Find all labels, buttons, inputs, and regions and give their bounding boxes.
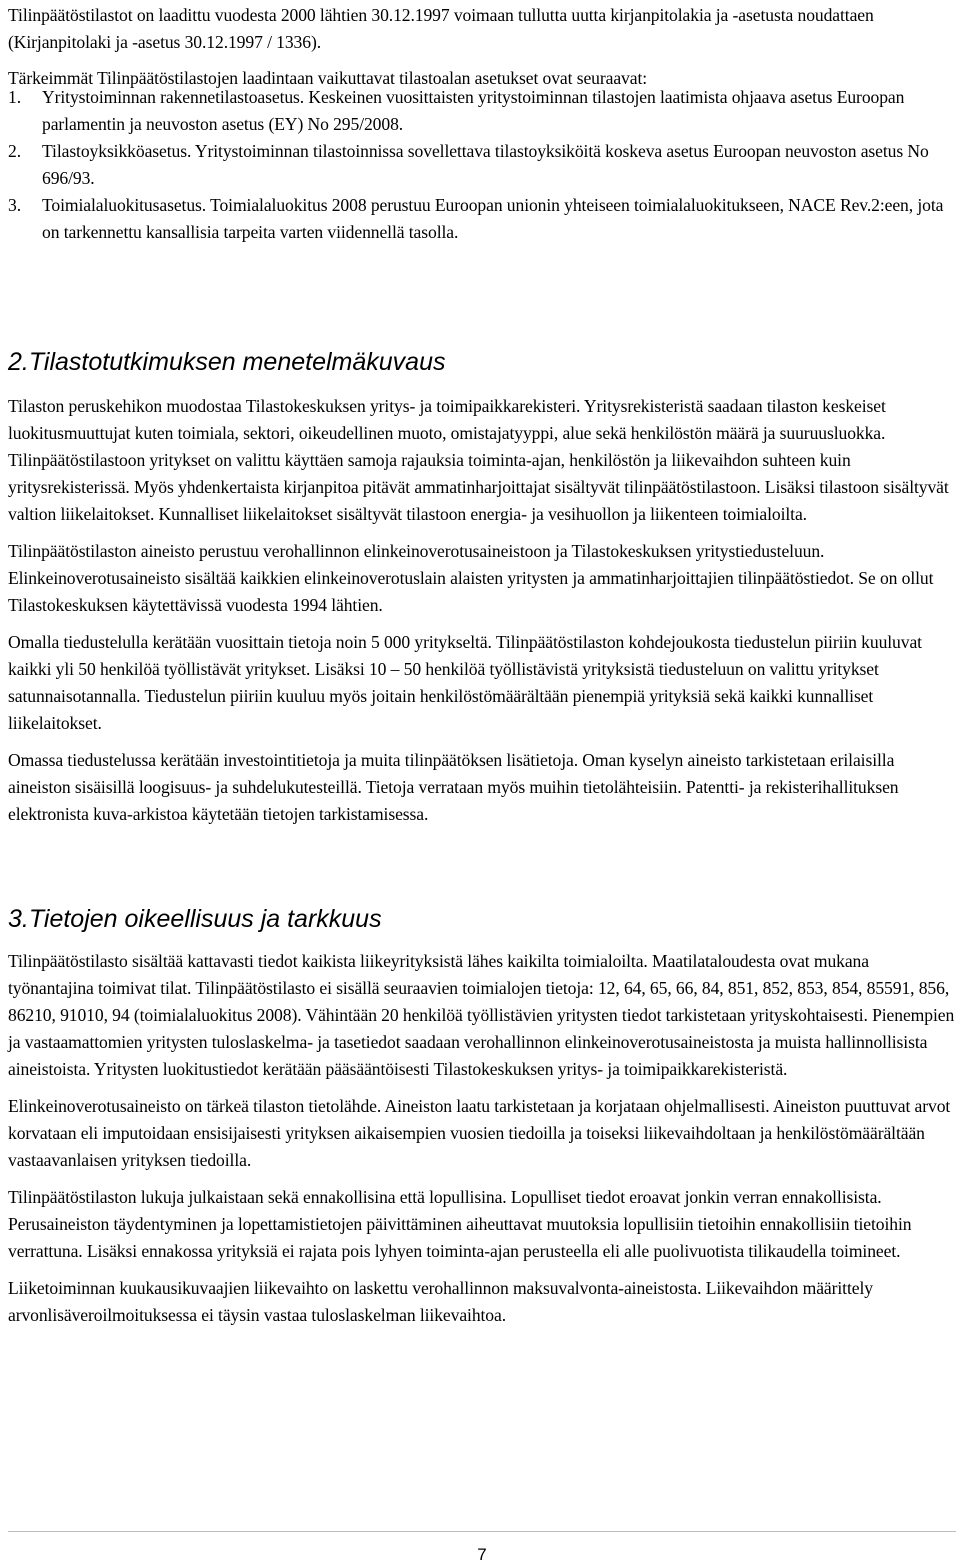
section-heading: 3.Tietojen oikeellisuus ja tarkkuus — [8, 905, 382, 933]
body-paragraph: Tilinpäätöstilaston aineisto perustuu verohallinnon elinkeinoverotusaineistoon ja Tilastokeskuksen yritystiedusteluun. Elinkeinoverotusaineisto sisältää kaikkien elinkeinoverotuslain alaisten yritysten ja ammatinharjoittajien tilinpäätöstiedot. Se on ollut Tilastokeskuksen käytettävissä vuodesta 1994 lähtien. — [8, 541, 934, 615]
section-heading: 2.Tilastotutkimuksen menetelmäkuvaus — [8, 348, 446, 376]
body-paragraph: Liiketoiminnan kuukausikuvaajien liikevaihto on laskettu verohallinnon maksuvalvonta-aineistosta. Liikevaihdon määrittely arvonlisäveroilmoituksessa ei täysin vastaa tuloslaskelman liikevaihtoa. — [8, 1278, 873, 1325]
intro-paragraph-2: Tärkeimmät Tilinpäätöstilastojen laadintaan vaikuttavat tilastoalan asetukset ovat seuraavat: — [8, 68, 648, 88]
footer-divider — [8, 1531, 956, 1532]
intro-block — [8, 2, 956, 92]
section-methodology — [8, 346, 956, 378]
regulation-item — [8, 84, 956, 138]
section-accuracy-body — [8, 948, 956, 1329]
regulation-item — [8, 192, 956, 246]
section-accuracy — [8, 903, 956, 935]
body-paragraph: Tilaston peruskehikon muodostaa Tilastokeskuksen yritys- ja toimipaikkarekisteri. Yritysrekisteristä saadaan tilaston keskeiset luokitusmuuttujat kuten toimiala, sektori, oikeudellinen muoto, omistajatyyppi, alue sekä henkilöstön määrä ja suuruusluokka. Tilinpäätöstilastoon yritykset on valittu käyttäen samoja rajauksia toiminta-ajan, henkilöstön ja liikevaihdon suhteen kuin yritysrekisterissä. Myös yhdenkertaista kirjanpitoa pitävät ammatinharjoittajat sisältyvät tilinpäätöstilastoon. Lisäksi tilastoon sisältyvät valtion liikelaitokset. Kunnalliset liikelaitokset sisältyvät tilastoon energia- ja vesihuollon ja liikenteen toimialoilta. — [8, 396, 949, 524]
regulation-text: Toimialaluokitusasetus. Toimialaluokitus 2008 perustuu Euroopan unionin yhteiseen toimialaluokitukseen, NACE Rev.2:een, jota on tarkennettu kansallisia tarpeita varten viidennellä tasolla. — [42, 195, 944, 242]
page-number: 7 — [477, 1545, 487, 1564]
body-paragraph: Tilinpäätöstilasto sisältää kattavasti tiedot kaikista liikeyrityksistä lähes kaikilta toimialoilta. Maatilataloudesta ovat mukana työnantajina toimivat tilat. Tilinpäätöstilasto ei sisällä seuraavien toimialojen tietoja: 12, 64, 65, 66, 84, 851, 852, 853, 854, 85591, 856, 86210, 91010, 94 (toimialaluokitus 2008). Vähintään 20 henkilöä työllistävien yritysten tiedot tarkistetaan yrityskohtaisesti. Pienempien ja vastaamattomien yritysten tuloslaskelma- ja tasetiedot saadaan verohallinnon elinkeinoverotusaineistosta ja muista hallinnollisista aineistoista. Yritysten luokitustiedot kerätään pääsääntöisesti Tilastokeskuksen yritys- ja toimipaikkarekisteristä. — [8, 951, 955, 1079]
regulation-number: 2. — [8, 141, 21, 161]
intro-paragraph-1: Tilinpäätöstilastot on laadittu vuodesta 2000 lähtien 30.12.1997 voimaan tullutta uutta kirjanpitolakia ja -asetusta noudattaen (Kirjanpitolaki ja -asetus 30.12.1997 / 1336). — [8, 5, 874, 52]
regulation-list — [8, 84, 956, 246]
body-paragraph: Elinkeinoverotusaineisto on tärkeä tilaston tietolähde. Aineiston laatu tarkistetaan ja korjataan ohjelmallisesti. Aineiston puuttuvat arvot korvataan eli imputoidaan ensisijaisesti yrityksen aikaisempien vuosien tiedoilla ja toiseksi liikevaihdoltaan ja henkilöstömäärältään vastaavanlaisen yrityksen tiedoilla. — [8, 1096, 951, 1170]
regulation-text: Yritystoiminnan rakennetilastoasetus. Keskeinen vuosittaisten yritystoiminnan tilastojen laatimista ohjaava asetus Euroopan parlamentin ja neuvoston asetus (EY) No 295/2008. — [42, 87, 905, 134]
regulation-item — [8, 138, 956, 192]
section-methodology-body — [8, 393, 956, 828]
body-paragraph: Omalla tiedustelulla kerätään vuosittain tietoja noin 5 000 yritykseltä. Tilinpäätöstilaston kohdejoukosta tiedustelun piiriin kuuluvat kaikki yli 50 henkilöä työllistävät yritykset. Lisäksi 10 – 50 henkilöä työllistävistä yrityksistä tiedusteluun on valittu yritykset satunnaisotannalla. Tiedustelun piiriin kuuluu myös joitain henkilöstömäärältään pienempiä yrityksiä sekä kaikki kunnalliset liikelaitokset. — [8, 632, 922, 733]
regulation-text: Tilastoyksikköasetus. Yritystoiminnan tilastoinnissa sovellettava tilastoyksiköitä koskeva asetus Euroopan neuvoston asetus No 696/93. — [42, 141, 929, 188]
body-paragraph: Tilinpäätöstilaston lukuja julkaistaan sekä ennakollisina että lopullisina. Lopulliset tiedot eroavat jonkin verran ennakollisista. Perusaineiston täydentyminen ja lopettamistietojen päivittäminen aiheuttavat muutoksia lopullisiin tietoihin ennakollisiin tietoihin verrattuna. Lisäksi ennakossa yrityksiä ei rajata pois lyhyen toiminta-ajan perusteella eli alle puolivuotista tilikaudella toimineet. — [8, 1187, 912, 1261]
body-paragraph: Omassa tiedustelussa kerätään investointitietoja ja muita tilinpäätöksen lisätietoja. Oman kyselyn aineisto tarkistetaan erilaisilla aineiston sisäisillä loogisuus- ja suhdelukutesteillä. Tietoja verrataan myös muihin tietolähteisiin. Patentti- ja rekisterihallituksen elektronista kuva-arkistoa käytetään tietojen tarkistamisessa. — [8, 750, 899, 824]
regulation-number: 3. — [8, 195, 21, 215]
regulation-number: 1. — [8, 87, 21, 107]
